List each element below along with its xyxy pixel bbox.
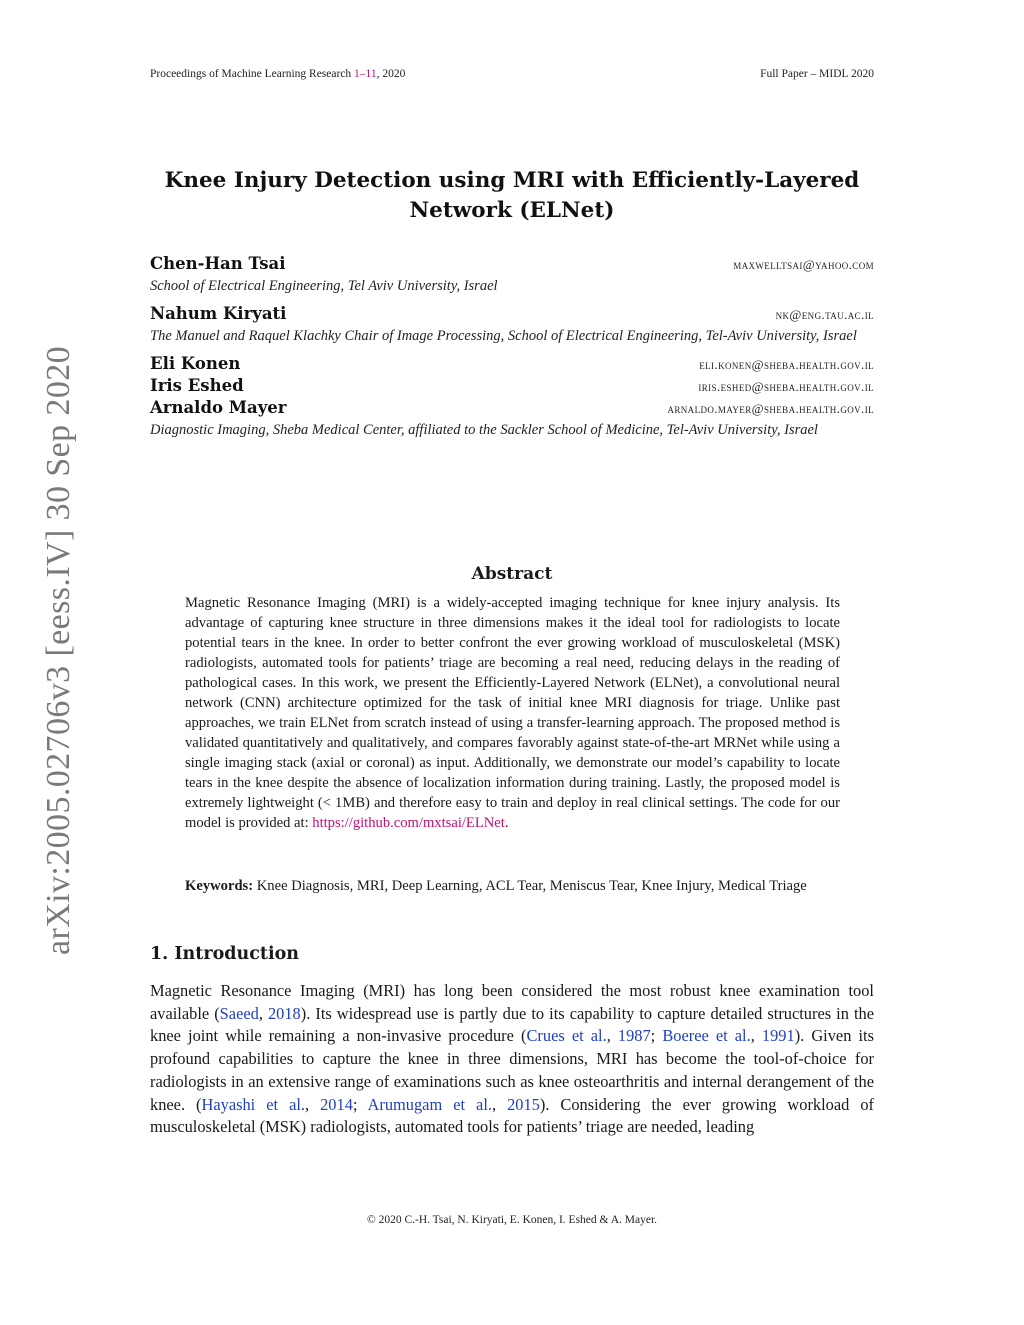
citation-link[interactable]: Arumugam et al. <box>367 1094 492 1114</box>
author-affiliation: School of Electrical Engineering, Tel Aviv University, Israel <box>150 278 498 294</box>
citation-link[interactable]: Saeed <box>219 1003 259 1023</box>
author-row <box>150 254 874 276</box>
venue-label: Full Paper – MIDL 2020 <box>760 68 874 80</box>
title-line-1: Knee Injury Detection using MRI with Efficiently-Layered <box>164 168 860 193</box>
citation-link[interactable]: 1991 <box>761 1026 795 1046</box>
abstract-heading: Abstract <box>471 564 553 584</box>
citation-link[interactable]: Crues et al. <box>526 1026 607 1046</box>
author-block <box>150 254 874 448</box>
author-email[interactable]: maxwelltsai@yahoo.com <box>733 257 874 272</box>
citation-link[interactable]: 2014 <box>320 1094 353 1114</box>
author-email[interactable]: eli.konen@sheba.health.gov.il <box>699 357 874 372</box>
citation-link[interactable]: 1987 <box>617 1026 651 1046</box>
abstract-text: Magnetic Resonance Imaging (MRI) is a widely-accepted imaging technique for knee injury analysis. Its advantage of capturing knee structure in three dimensions makes it the ideal tool for radiologists to locate potential tears in the knee. In order to better confront the ever growing workload of musculoskeletal (MSK) radiologists, automated tools for patients’ triage are becoming a real need, reducing delays in the reading of pathological cases. In this work, we present the Efficiently-Layered Network (ELNet), a convolutional neural network (CNN) architecture optimized for the task of initial knee MRI diagnosis for triage. Unlike past approaches, we train ELNet from scratch instead of using a transfer-learning approach. The proposed method is validated quantitatively and qualitatively, and compares favorably against state-of-the-art MRNet while using a single imaging stack (axial or coronal) as input. Additionally, we demonstrate our model’s capability to locate tears in the knee despite the absence of localization information during training. Lastly, the proposed model is extremely lightweight (< 1MB) and therefore easy to train and deploy in real clinical settings. The code for our model is provided at: https://github.com/mxtsai/ELNet. <box>185 595 840 831</box>
author-name: Arnaldo Mayer <box>150 398 287 417</box>
title-line-2: Network (ELNet) <box>409 198 615 223</box>
author-name: Nahum Kiryati <box>150 304 287 323</box>
author-email[interactable]: iris.eshed@sheba.health.gov.il <box>698 379 874 394</box>
author-email[interactable]: nk@eng.tau.ac.il <box>775 307 874 322</box>
introduction-paragraph: Magnetic Resonance Imaging (MRI) has long been considered the most robust knee examination tool available (Saeed, 2018). Its widespread use is partly due to its capability to capture detailed structures in the knee joint while remaining a non-invasive procedure (Crues et al., 1987; Boeree et al., 1991). Given its profound capabilities to capture the knee in three dimensions, MRI has become the tool-of-choice for radiologists in an extensive range of examinations such as knee osteoarthritis and internal derangement of the knee. (Hayashi et al., 2014; Arumugam et al., 2015). Considering the ever growing workload of musculoskeletal (MSK) radiologists, automated tools for patients’ triage are needed, leading <box>150 981 874 1137</box>
citation-link[interactable]: Hayashi et al. <box>201 1094 305 1114</box>
author-row <box>150 376 874 398</box>
author-row <box>150 398 874 420</box>
page-range-link[interactable]: 1–11 <box>354 68 377 80</box>
keywords-label: Keywords: <box>185 878 254 894</box>
citation-link[interactable]: Boeree et al. <box>662 1026 751 1046</box>
author-affiliation: Diagnostic Imaging, Sheba Medical Center, affiliated to the Sackler School of Medicine, Tel-Aviv University, Israel <box>150 422 818 438</box>
paper-title <box>150 166 874 226</box>
author-name: Eli Konen <box>150 354 241 373</box>
author-affiliation: The Manuel and Raquel Klachky Chair of Image Processing, School of Electrical Engineering, Tel-Aviv University, Israel <box>150 328 857 344</box>
keywords-list: Knee Diagnosis, MRI, Deep Learning, ACL Tear, Meniscus Tear, Knee Injury, Medical Triage <box>253 878 807 894</box>
copyright-footer: © 2020 C.-H. Tsai, N. Kiryati, E. Konen, I. Eshed & A. Mayer. <box>366 1214 658 1226</box>
citation-link[interactable]: 2015 <box>507 1094 540 1114</box>
author-row <box>150 354 874 376</box>
citation-link[interactable]: 2018 <box>267 1003 301 1023</box>
keywords <box>185 876 840 896</box>
code-repository-link[interactable]: https://github.com/mxtsai/ELNet <box>312 815 505 831</box>
author-email[interactable]: arnaldo.mayer@sheba.health.gov.il <box>667 401 874 416</box>
running-header <box>150 68 874 84</box>
proceedings-label: Proceedings of Machine Learning Research 1–11, 2020 <box>150 68 406 80</box>
author-name: Iris Eshed <box>150 376 244 395</box>
author-row <box>150 304 874 326</box>
author-name: Chen-Han Tsai <box>150 254 286 273</box>
section-heading-introduction: 1. Introduction <box>150 944 299 964</box>
arxiv-identifier-stamp: arXiv:2005.02706v3 [eess.IV] 30 Sep 2020 <box>40 345 77 955</box>
